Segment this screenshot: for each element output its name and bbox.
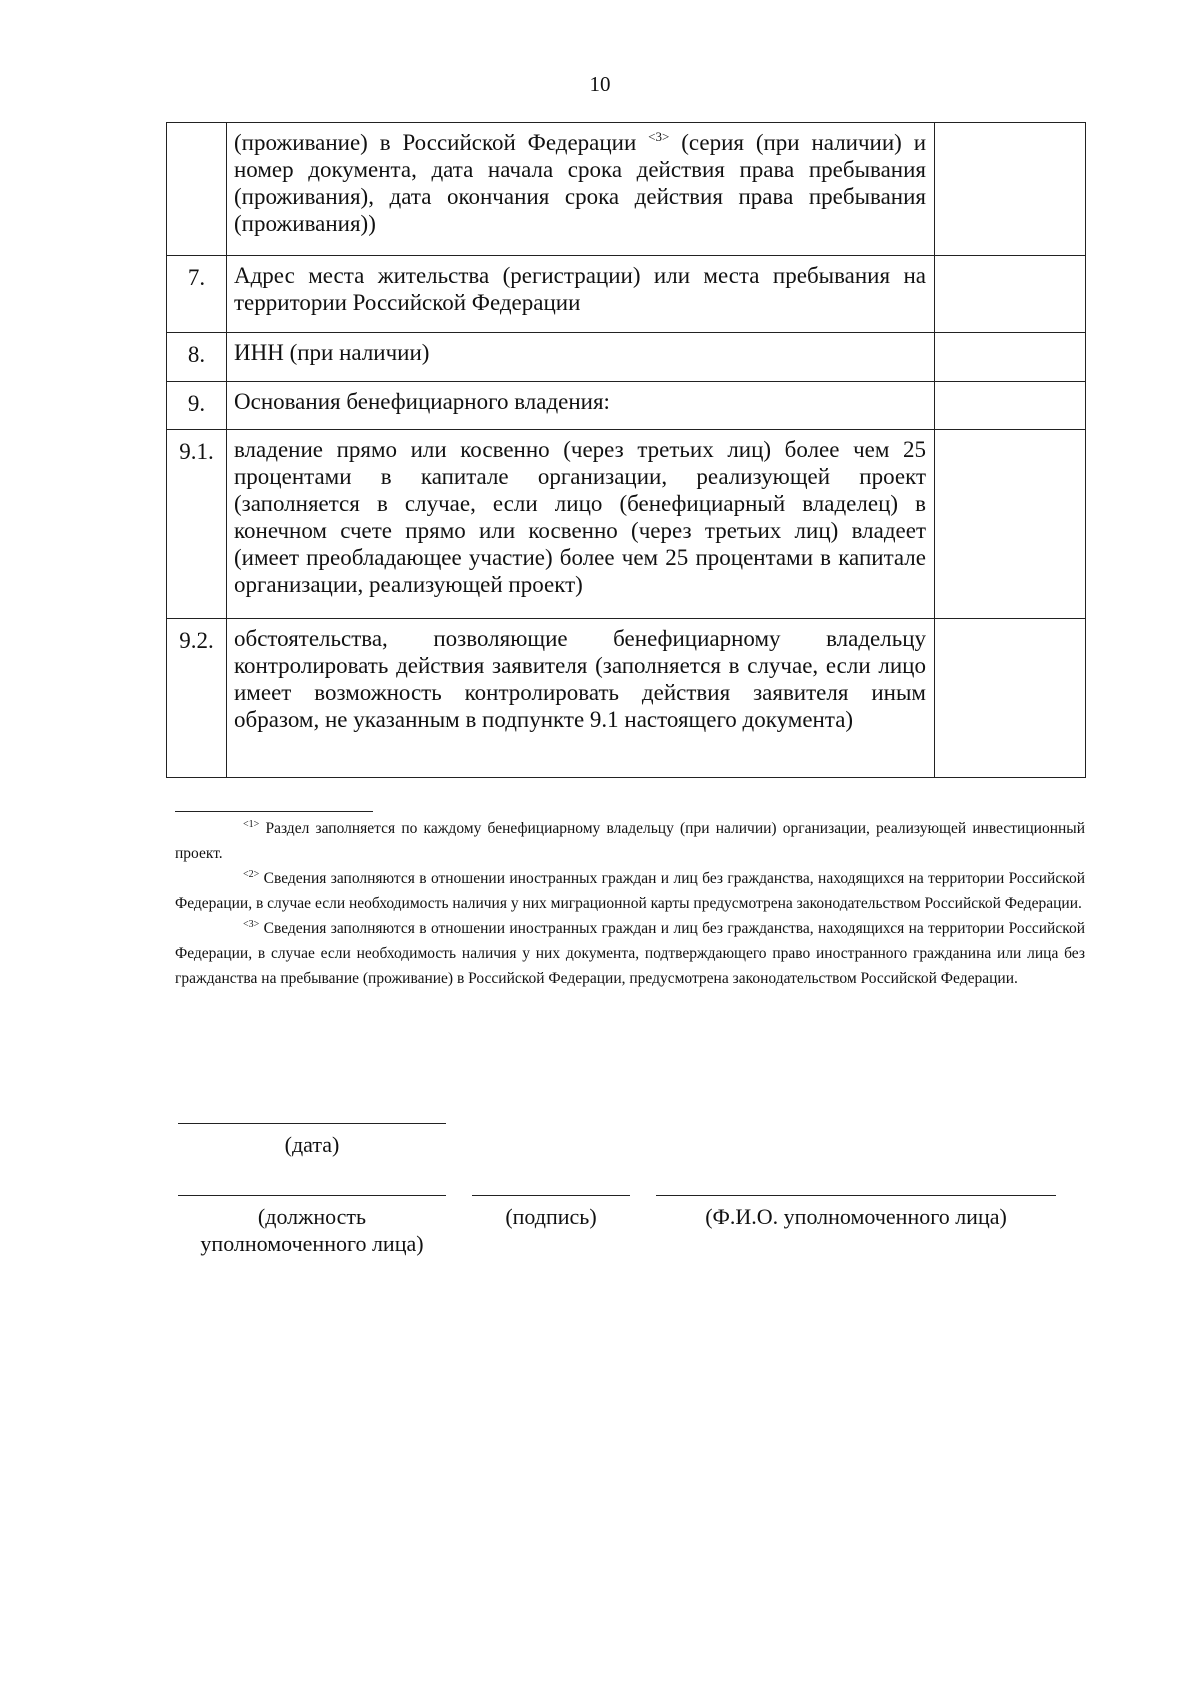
row-text: обстоятельства, позволяющие бенефициарному владельцу контролировать действия заявителя (заполняется в случае, если лицо имеет возможность контролировать действия заявителя иным образом, не указанным в подпункте 9.1 настоящего документа): [227, 619, 935, 778]
row-text: [227, 123, 935, 256]
row-number: 8.: [167, 333, 227, 382]
full-name-line[interactable]: [656, 1195, 1056, 1196]
row-number: 9.2.: [167, 619, 227, 778]
beneficiary-info-table: [166, 122, 1086, 778]
row-text-start: (проживание) в Российской Федерации: [234, 130, 637, 155]
footnote: [175, 816, 1085, 866]
value-cell[interactable]: [935, 333, 1086, 382]
row-number: 9.1.: [167, 430, 227, 619]
row-text: ИНН (при наличии): [227, 333, 935, 382]
footnote-mark: <1>: [243, 819, 260, 830]
table-row: [167, 619, 1086, 778]
table-row: [167, 256, 1086, 333]
position-label: [178, 1203, 446, 1257]
table-row: [167, 430, 1086, 619]
value-cell[interactable]: [935, 382, 1086, 430]
page-number: 10: [589, 72, 611, 96]
value-cell[interactable]: [935, 256, 1086, 333]
footnotes: [175, 816, 1085, 991]
table-row: [167, 123, 1086, 256]
date-line[interactable]: [178, 1123, 446, 1124]
position-label-line1: (должность: [257, 1204, 367, 1229]
row-number: [167, 123, 227, 256]
row-text: владение прямо или косвенно (через третьих лиц) более чем 25 процентами в капитале организации, реализующей проект (заполняется в случае, если лицо (бенефициарный владелец) в конечном счете прямо или косвенно (через третьих лиц) владеет (имеет преобладающее участие) более чем 25 процентами в капитале организации, реализующей проект): [227, 430, 935, 619]
footnote-text: Сведения заполняются в отношении иностранных граждан и лиц без гражданства, находящихся на территории Российской Федерации, в случае если необходимость наличия у них документа, подтверждающего право иностранного гражданина или лица без гражданства на пребывание (проживание) в Российской Федерации, предусмотрена законодательством Российской Федерации.: [175, 920, 1086, 987]
footnote-text: Сведения заполняются в отношении иностранных граждан и лиц без гражданства, находящихся на территории Российской Федерации, в случае если необходимость наличия у них миграционной карты предусмотрена законодательством Российской Федерации.: [175, 870, 1086, 912]
footnote-mark: <3>: [243, 919, 260, 930]
footnote-separator: [175, 811, 373, 812]
footnote-ref: <3>: [648, 129, 670, 144]
footnote: [175, 916, 1085, 991]
value-cell[interactable]: [935, 619, 1086, 778]
date-label: (дата): [284, 1132, 340, 1157]
value-cell[interactable]: [935, 430, 1086, 619]
row-text-end: (серия (при наличии) и номер документа, дата начала срока действия права пребывания (проживания), дата окончания срока действия права пребывания (проживания)): [234, 130, 927, 236]
footnote-text: Раздел заполняется по каждому бенефициарному владельцу (при наличии) организации, реализующей инвестиционный проект.: [175, 820, 1085, 862]
table-row: [167, 382, 1086, 430]
footnote-mark: <2>: [243, 869, 260, 880]
footnote: [175, 866, 1085, 916]
table-row: [167, 333, 1086, 382]
position-line[interactable]: [178, 1195, 446, 1196]
value-cell[interactable]: [935, 123, 1086, 256]
row-text: Основания бенефициарного владения:: [227, 382, 935, 430]
full-name-label: (Ф.И.О. уполномоченного лица): [705, 1204, 1007, 1229]
signature-line[interactable]: [472, 1195, 630, 1196]
signature-label: (подпись): [505, 1204, 597, 1229]
row-number: 9.: [167, 382, 227, 430]
row-text: Адрес места жительства (регистрации) или места пребывания на территории Российской Федерации: [227, 256, 935, 333]
position-label-line2: уполномоченного лица): [200, 1231, 424, 1256]
row-number: 7.: [167, 256, 227, 333]
